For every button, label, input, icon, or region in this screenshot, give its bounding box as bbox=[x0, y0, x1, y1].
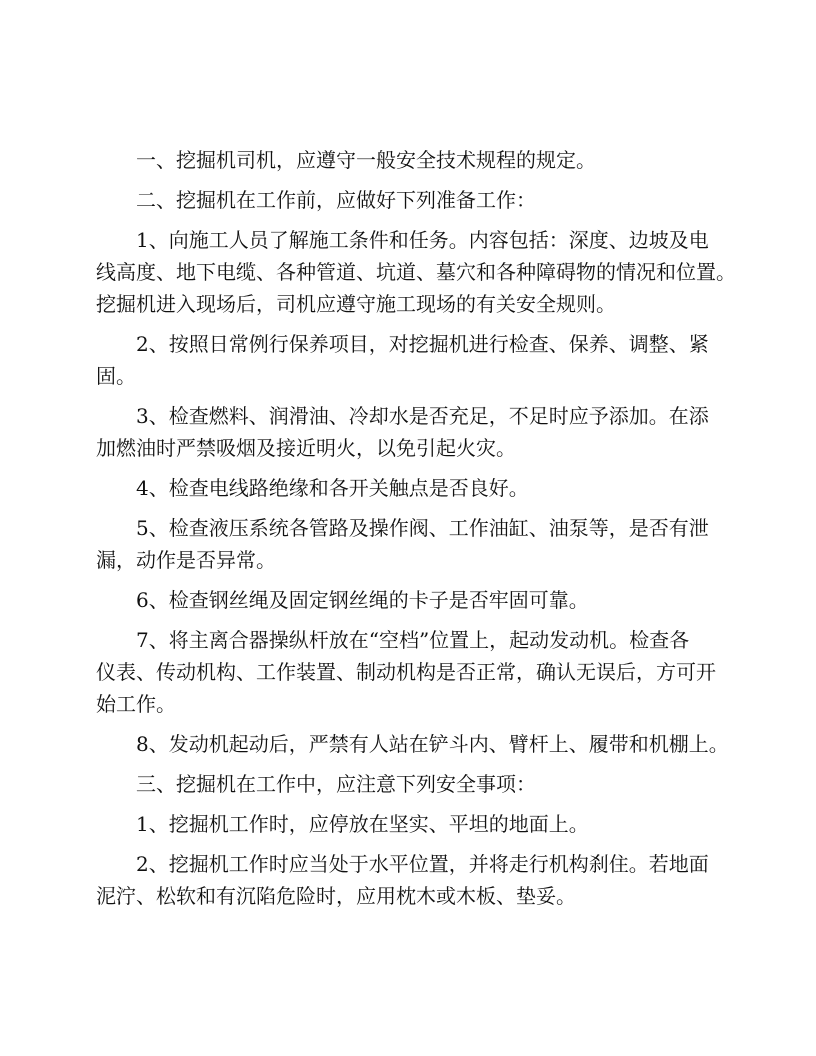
paragraph-line: 始工作。 bbox=[96, 692, 176, 716]
document-body bbox=[96, 144, 746, 920]
paragraph bbox=[96, 144, 746, 176]
paragraph-line: 4、检查电线路绝缘和各开关触点是否良好。 bbox=[136, 476, 529, 500]
paragraph bbox=[96, 624, 746, 720]
paragraph-line: 漏，动作是否异常。 bbox=[96, 548, 276, 572]
paragraph bbox=[96, 728, 746, 760]
paragraph-line: 7、将主离合器操纵杆放在“空档”位置上，起动发动机。检查各 bbox=[136, 628, 690, 652]
paragraph-line: 2、按照日常例行保养项目，对挖掘机进行检查、保养、调整、紧 bbox=[136, 332, 709, 356]
paragraph bbox=[96, 328, 746, 392]
paragraph bbox=[96, 224, 746, 320]
paragraph bbox=[96, 512, 746, 576]
paragraph-line: 1、挖掘机工作时，应停放在坚实、平坦的地面上。 bbox=[136, 812, 589, 836]
paragraph-line: 1、向施工人员了解施工条件和任务。内容包括：深度、边坡及电 bbox=[136, 228, 709, 252]
paragraph bbox=[96, 848, 746, 912]
paragraph bbox=[96, 808, 746, 840]
paragraph-line: 6、检查钢丝绳及固定钢丝绳的卡子是否牢固可靠。 bbox=[136, 588, 589, 612]
paragraph bbox=[96, 472, 746, 504]
paragraph-line: 固。 bbox=[96, 364, 136, 388]
paragraph bbox=[96, 584, 746, 616]
paragraph-line: 8、发动机起动后，严禁有人站在铲斗内、臂杆上、履带和机棚上。 bbox=[136, 732, 729, 756]
paragraph-line: 2、挖掘机工作时应当处于水平位置，并将走行机构刹住。若地面 bbox=[136, 852, 709, 876]
paragraph-line: 三、挖掘机在工作中，应注意下列安全事项： bbox=[136, 772, 536, 796]
paragraph-line: 泥泞、松软和有沉陷危险时，应用枕木或木板、垫妥。 bbox=[96, 884, 576, 908]
paragraph-line: 5、检查液压系统各管路及操作阀、工作油缸、油泵等，是否有泄 bbox=[136, 516, 709, 540]
paragraph bbox=[96, 184, 746, 216]
paragraph-line: 线高度、地下电缆、各种管道、坑道、墓穴和各种障碍物的情况和位置。 bbox=[96, 260, 736, 284]
paragraph-line: 一、挖掘机司机，应遵守一般安全技术规程的规定。 bbox=[136, 148, 596, 172]
paragraph-line: 挖掘机进入现场后，司机应遵守施工现场的有关安全规则。 bbox=[96, 292, 616, 316]
paragraph-line: 加燃油时严禁吸烟及接近明火，以免引起火灾。 bbox=[96, 436, 516, 460]
paragraph-line: 二、挖掘机在工作前，应做好下列准备工作： bbox=[136, 188, 536, 212]
paragraph-line: 3、检查燃料、润滑油、冷却水是否充足，不足时应予添加。在添 bbox=[136, 404, 709, 428]
paragraph bbox=[96, 400, 746, 464]
paragraph-line: 仪表、传动机构、工作装置、制动机构是否正常，确认无误后，方可开 bbox=[96, 660, 716, 684]
paragraph bbox=[96, 768, 746, 800]
